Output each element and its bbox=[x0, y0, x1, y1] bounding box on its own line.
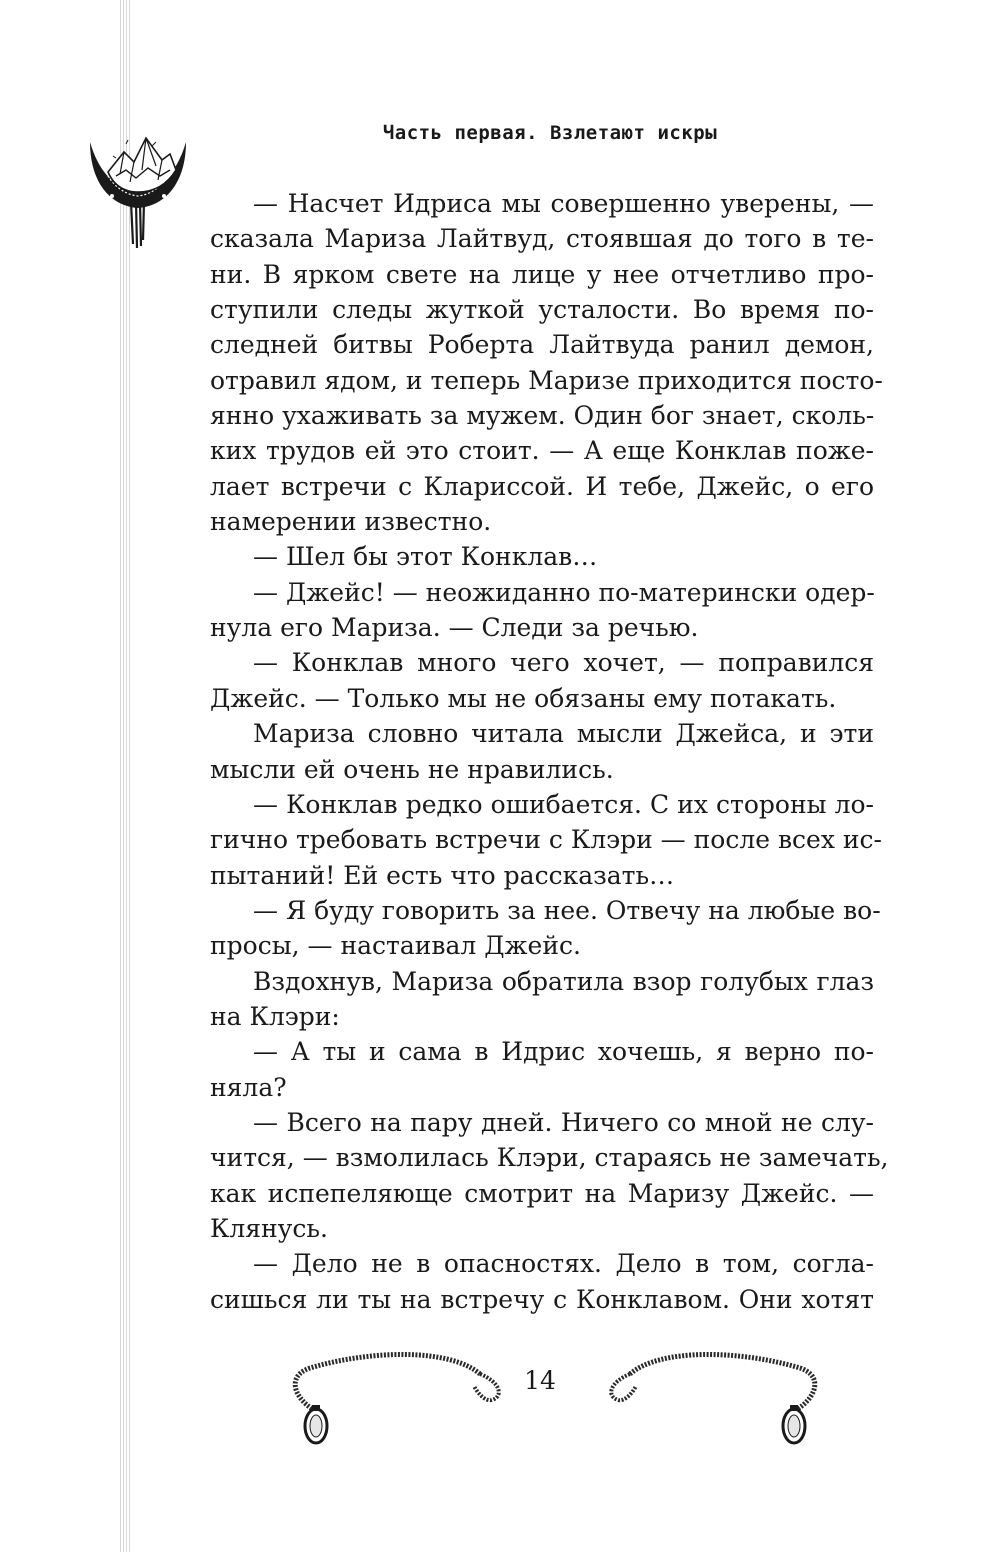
left-ornament-pendant bbox=[290, 1352, 530, 1452]
page-number: 14 bbox=[524, 1366, 556, 1395]
running-head: Часть первая. Взлетают искры bbox=[382, 122, 718, 144]
text-line: няла? bbox=[210, 1072, 287, 1102]
text-line: Клянусь. bbox=[210, 1213, 328, 1243]
text-line: нула его Мариза. — Следи за речью. bbox=[210, 613, 699, 643]
text-line: как испепеляюще смотрит на Маризу Джейс. — bbox=[210, 1178, 874, 1208]
paragraph bbox=[210, 539, 874, 574]
paragraph bbox=[210, 893, 881, 964]
paragraph bbox=[210, 964, 874, 1035]
text-line: на Клэри: bbox=[210, 1001, 340, 1031]
text-line: намерении известно. bbox=[210, 507, 492, 537]
text-line: чится, — взмолилась Клэри, стараясь не замечать, bbox=[210, 1143, 889, 1173]
text-line: янно ухаживать за мужем. Один бог знает, сколь- bbox=[210, 401, 875, 431]
text-line: — Конклав редко ошибается. С их стороны ло- bbox=[253, 789, 874, 819]
text-line: — Дело не в опасностях. Дело в том, согла- bbox=[253, 1249, 874, 1279]
body-text bbox=[210, 186, 889, 1317]
text-line: — А ты и сама в Идрис хочешь, я верно по- bbox=[253, 1037, 874, 1067]
paragraph bbox=[210, 1246, 874, 1317]
paragraph bbox=[210, 186, 883, 539]
text-line: отравил ядом, и теперь Маризе приходится посто- bbox=[210, 365, 883, 395]
text-line: Мариза словно читала мысли Джейса, и эти bbox=[253, 719, 874, 749]
text-line: — Насчет Идриса мы совершенно уверены, — bbox=[253, 189, 874, 218]
paragraph bbox=[210, 645, 874, 716]
text-line: следней битвы Роберта Лайтвуда ранил демон, bbox=[210, 330, 874, 360]
text-line: лает встречи с Клариссой. И тебе, Джейс, о его bbox=[210, 471, 874, 501]
paragraph bbox=[210, 1105, 889, 1246]
text-line: — Я буду говорить за нее. Отвечу на любые во- bbox=[253, 895, 881, 925]
text-line: мысли ей очень не нравились. bbox=[210, 754, 614, 784]
text-line: пытаний! Ей есть что рассказать… bbox=[210, 860, 675, 890]
text-line: — Всего на пару дней. Ничего со мной не слу- bbox=[253, 1107, 874, 1137]
paragraph bbox=[210, 716, 874, 787]
paragraph bbox=[210, 787, 882, 893]
text-line: ступили следы жуткой усталости. Во время по- bbox=[210, 295, 874, 325]
paragraph bbox=[210, 575, 874, 646]
text-line: ких трудов ей это стоит. — А еще Конклав поже- bbox=[210, 436, 874, 466]
text-line: сишься ли ты на встречу с Конклавом. Они хотят bbox=[210, 1284, 874, 1314]
text-line: просы, — настаивал Джейс. bbox=[210, 931, 581, 961]
text-line: Вздохнув, Мариза обратила взор голубых глаз bbox=[253, 966, 874, 996]
right-ornament-pendant bbox=[580, 1352, 820, 1452]
text-line: ни. В ярком свете на лице у нее отчетливо про- bbox=[210, 259, 874, 289]
paragraph bbox=[210, 1034, 874, 1105]
text-line: гично требовать встречи с Клэри — после всех ис- bbox=[210, 825, 882, 855]
text-line: — Шел бы этот Конклав… bbox=[253, 542, 598, 572]
text-line: Джейс. — Только мы не обязаны ему потакать. bbox=[210, 683, 837, 713]
text-line: сказала Мариза Лайтвуд, стоявшая до того в те- bbox=[210, 224, 874, 254]
text-line: — Конклав много чего хочет, — поправился bbox=[253, 648, 874, 678]
text-line: — Джейс! — неожиданно по-матерински одер- bbox=[253, 577, 875, 607]
crescent-mountain-emblem bbox=[86, 130, 190, 250]
